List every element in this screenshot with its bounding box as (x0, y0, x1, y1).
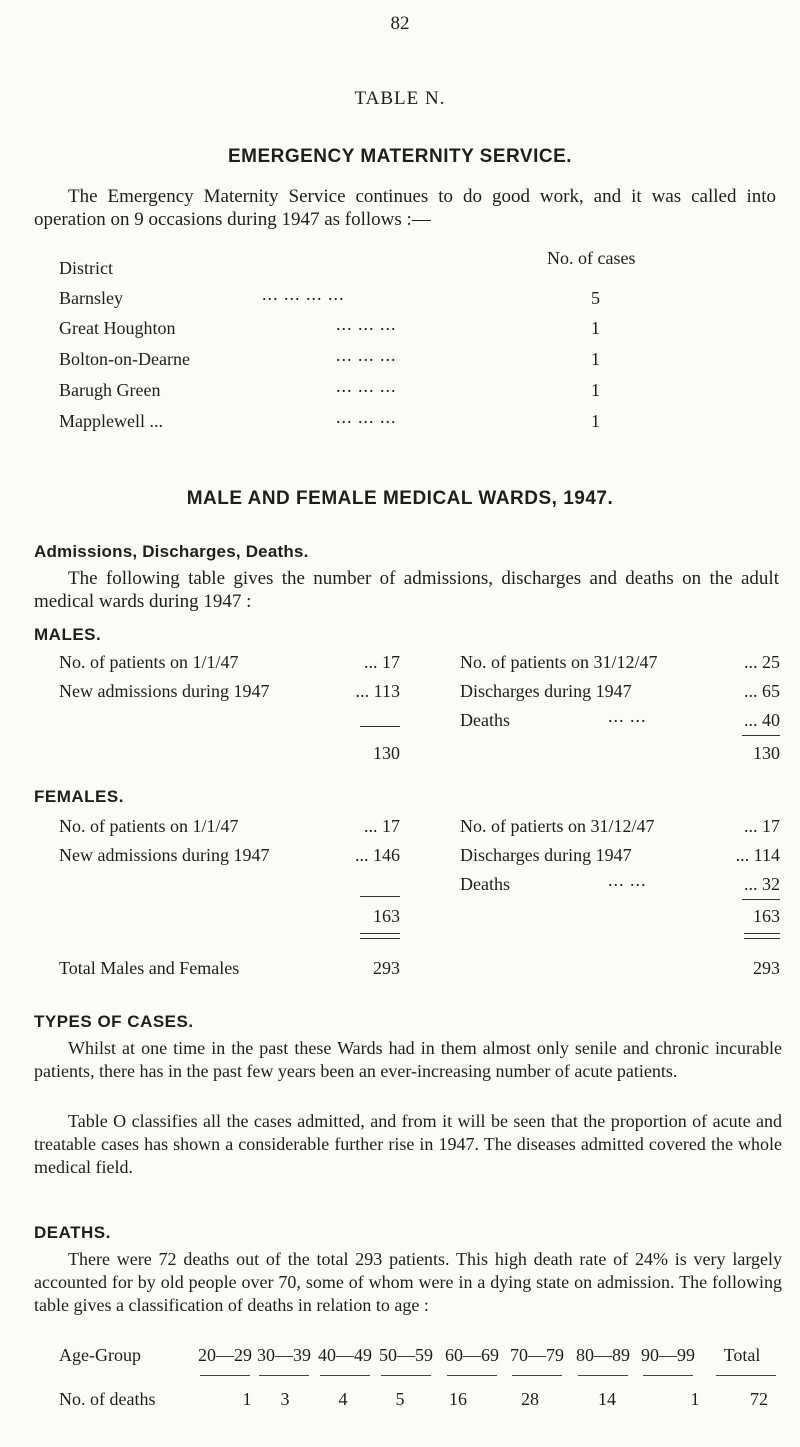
wards-subtitle: Admissions, Discharges, Deaths. (34, 542, 309, 561)
age-rule (512, 1375, 562, 1376)
death-count: 5 (395, 1389, 405, 1409)
cases-column-header: No. of cases (547, 248, 636, 268)
age-group: 20—29 (198, 1345, 252, 1365)
dot-leader: ... ... (608, 706, 647, 726)
females-label: Discharges during 1947 (460, 845, 632, 865)
age-rule (716, 1375, 776, 1376)
females-label: New admissions during 1947 (59, 845, 270, 865)
females-label: No. of patients on 1/1/47 (59, 816, 239, 836)
males-label: No. of patients on 31/12/47 (460, 652, 658, 672)
males-label: No. of patients on 1/1/47 (59, 652, 239, 672)
age-group: 40—49 (318, 1345, 372, 1365)
age-group: 30—39 (257, 1345, 311, 1365)
wards-intro (34, 567, 779, 613)
males-right-total: 130 (753, 743, 780, 763)
types-paragraph-1 (34, 1037, 782, 1083)
grand-total-label: Total Males and Females (59, 958, 240, 978)
death-count: 28 (521, 1389, 539, 1409)
case-count: 1 (591, 318, 600, 338)
males-value: ... 40 (744, 710, 780, 730)
females-left-total: 163 (373, 906, 400, 926)
females-label: No. of patierts on 31/12/47 (460, 816, 655, 836)
types-paragraph-1-text: Whilst at one time in the past these Wards had in them almost only senile and chronic incurable patients, there has in the past few years been an ever-increasing number of acute patients. (34, 1038, 782, 1081)
types-heading: TYPES OF CASES. (34, 1012, 194, 1031)
dot-leader: ... ... ... (336, 345, 397, 365)
males-value: ... 113 (355, 681, 400, 701)
age-rule (259, 1375, 309, 1376)
females-value: ... 114 (735, 845, 780, 865)
dot-leader: ... ... ... ... (262, 284, 345, 304)
males-right-rule (742, 735, 780, 736)
types-paragraph-2-text: Table O classifies all the cases admitted, and from it will be seen that the proportion of acute and treatable cases has shown a considerable further rise in 1947. The diseases admitted covered the whole medical field. (34, 1111, 782, 1177)
age-group: 70—79 (510, 1345, 564, 1365)
death-count: 1 (690, 1389, 700, 1409)
females-right-double-rule (744, 933, 780, 939)
males-left-rule (360, 726, 400, 727)
males-value: ... 65 (744, 681, 780, 701)
age-rule (381, 1375, 431, 1376)
females-heading: FEMALES. (34, 787, 124, 806)
females-left-double-rule (360, 933, 400, 939)
death-count: 1 (242, 1389, 252, 1409)
case-count: 1 (591, 411, 600, 431)
age-group: 60—69 (445, 1345, 499, 1365)
deaths-heading: DEATHS. (34, 1223, 111, 1242)
grand-total-left: 293 (373, 958, 400, 978)
males-value: ... 17 (364, 652, 400, 672)
district-name: Barnsley (59, 288, 123, 308)
age-rule (643, 1375, 693, 1376)
case-count: 1 (591, 349, 600, 369)
case-count: 1 (591, 380, 600, 400)
wards-intro-text: The following table gives the number of admissions, discharges and deaths on the adult medical wards during 1947 : (34, 568, 779, 612)
deaths-paragraph (34, 1248, 782, 1317)
death-count: 4 (338, 1389, 348, 1409)
district-column-header: District (59, 258, 113, 278)
section-title-wards: MALE AND FEMALE MEDICAL WARDS, 1947. (186, 488, 614, 509)
table-label: TABLE N. (354, 88, 446, 109)
age-rule (578, 1375, 628, 1376)
age-rule (447, 1375, 497, 1376)
females-right-rule (742, 899, 780, 900)
death-count: 72 (750, 1389, 768, 1409)
males-heading: MALES. (34, 625, 102, 644)
males-left-total: 130 (373, 743, 400, 763)
females-value: ... 32 (744, 874, 780, 894)
age-group-header: Age-Group (59, 1345, 141, 1365)
death-count: 14 (598, 1389, 616, 1409)
death-count: 16 (449, 1389, 467, 1409)
females-label: Deaths (460, 874, 510, 894)
district-name: Bolton-on-Dearne (59, 349, 190, 369)
males-label: New admissions during 1947 (59, 681, 270, 701)
section-title-maternity: EMERGENCY MATERNITY SERVICE. (227, 146, 573, 167)
age-group: 80—89 (576, 1345, 630, 1365)
dot-leader: ... ... ... (336, 376, 397, 396)
dot-leader: ... ... (608, 870, 647, 890)
maternity-intro-text: The Emergency Maternity Service continues to do good work, and it was called into operation on 9 occasions during 1947 as follows :— (34, 186, 776, 230)
females-value: ... 17 (744, 816, 780, 836)
males-label: Deaths (460, 710, 510, 730)
age-rule (320, 1375, 370, 1376)
age-group: 50—59 (379, 1345, 433, 1365)
maternity-intro (34, 185, 776, 231)
females-left-rule (360, 896, 400, 897)
age-rule (200, 1375, 250, 1376)
males-value: ... 25 (744, 652, 780, 672)
deaths-row-label: No. of deaths (59, 1389, 156, 1409)
males-label: Discharges during 1947 (460, 681, 632, 701)
district-name: Great Houghton (59, 318, 176, 338)
females-right-total: 163 (753, 906, 780, 926)
district-name: Barugh Green (59, 380, 161, 400)
females-value: ... 17 (364, 816, 400, 836)
death-count: 3 (280, 1389, 290, 1409)
age-group: 90—99 (641, 1345, 695, 1365)
types-paragraph-2 (34, 1110, 782, 1179)
grand-total-right: 293 (753, 958, 780, 978)
females-value: ... 146 (355, 845, 400, 865)
case-count: 5 (591, 288, 600, 308)
deaths-paragraph-text: There were 72 deaths out of the total 293 patients. This high death rate of 24% is very largely accounted for by old people over 70, some of whom were in a dying state on admission. The following table gives a classification of deaths in relation to age : (34, 1249, 782, 1315)
age-group: Total (723, 1345, 761, 1365)
page-number: 82 (390, 13, 410, 34)
dot-leader: ... ... ... (336, 407, 397, 427)
district-name: Mapplewell ... (59, 411, 163, 431)
dot-leader: ... ... ... (336, 314, 397, 334)
